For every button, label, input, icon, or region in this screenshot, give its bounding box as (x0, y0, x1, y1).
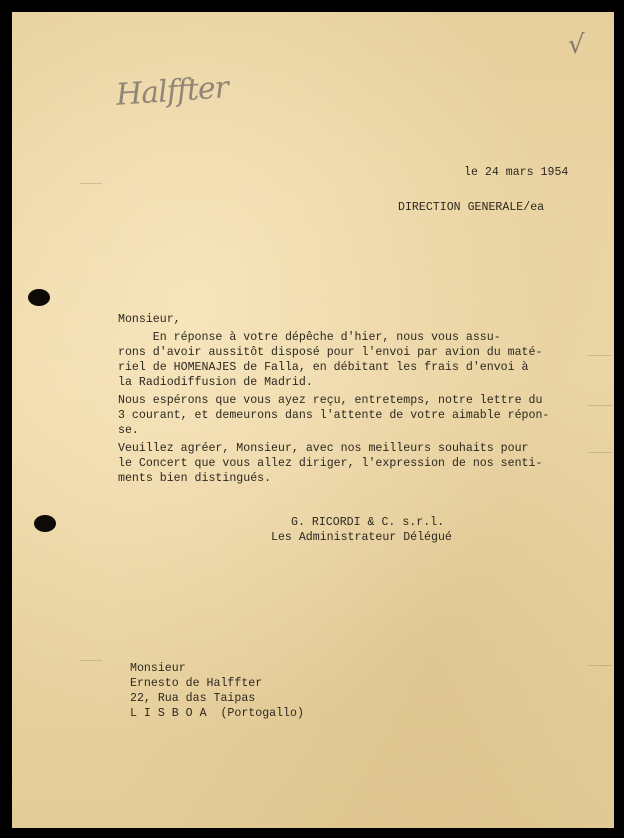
body-line: ments bien distingués. (118, 472, 272, 485)
letter-page (12, 12, 614, 828)
recipient-line: L I S B O A (Portogallo) (130, 707, 304, 720)
department-reference: DIRECTION GENERALE/ea (398, 201, 545, 214)
signature-company: G. RICORDI & C. s.r.l. (291, 516, 445, 529)
body-line: Veuillez agréer, Monsieur, avec nos meilleurs souhaits pour (118, 442, 529, 455)
body-line: 3 courant, et demeurons dans l'attente de votre aimable répon- (118, 409, 550, 422)
body-line: Nous espérons que vous ayez reçu, entretemps, notre lettre du (118, 394, 543, 407)
body-line: se. (118, 424, 139, 437)
letter-date: le 24 mars 1954 (464, 166, 569, 179)
body-line: rons d'avoir aussitôt disposé pour l'envoi par avion du maté- (118, 346, 543, 359)
punch-hole-top (28, 289, 50, 306)
signature-title: Les Administrateur Délégué (271, 531, 452, 544)
checkmark-annotation: √ (568, 30, 585, 60)
handwritten-name: Halffter (114, 70, 230, 113)
fold-mark (80, 183, 102, 184)
punch-hole-bottom (34, 515, 56, 532)
body-line: la Radiodiffusion de Madrid. (118, 376, 313, 389)
fold-mark (588, 355, 612, 356)
salutation: Monsieur, (118, 313, 181, 326)
recipient-line: Monsieur (130, 662, 186, 675)
body-line: En réponse à votre dépêche d'hier, nous vous assu- (118, 331, 501, 344)
body-line: le Concert que vous allez diriger, l'expression de nos senti- (118, 457, 543, 470)
recipient-line: Ernesto de Halffter (130, 677, 263, 690)
recipient-line: 22, Rua das Taipas (130, 692, 256, 705)
fold-mark (80, 660, 102, 661)
fold-mark (588, 452, 612, 453)
fold-mark (588, 665, 612, 666)
fold-mark (588, 405, 612, 406)
body-line: riel de HOMENAJES de Falla, en débitant les frais d'envoi à (118, 361, 529, 374)
